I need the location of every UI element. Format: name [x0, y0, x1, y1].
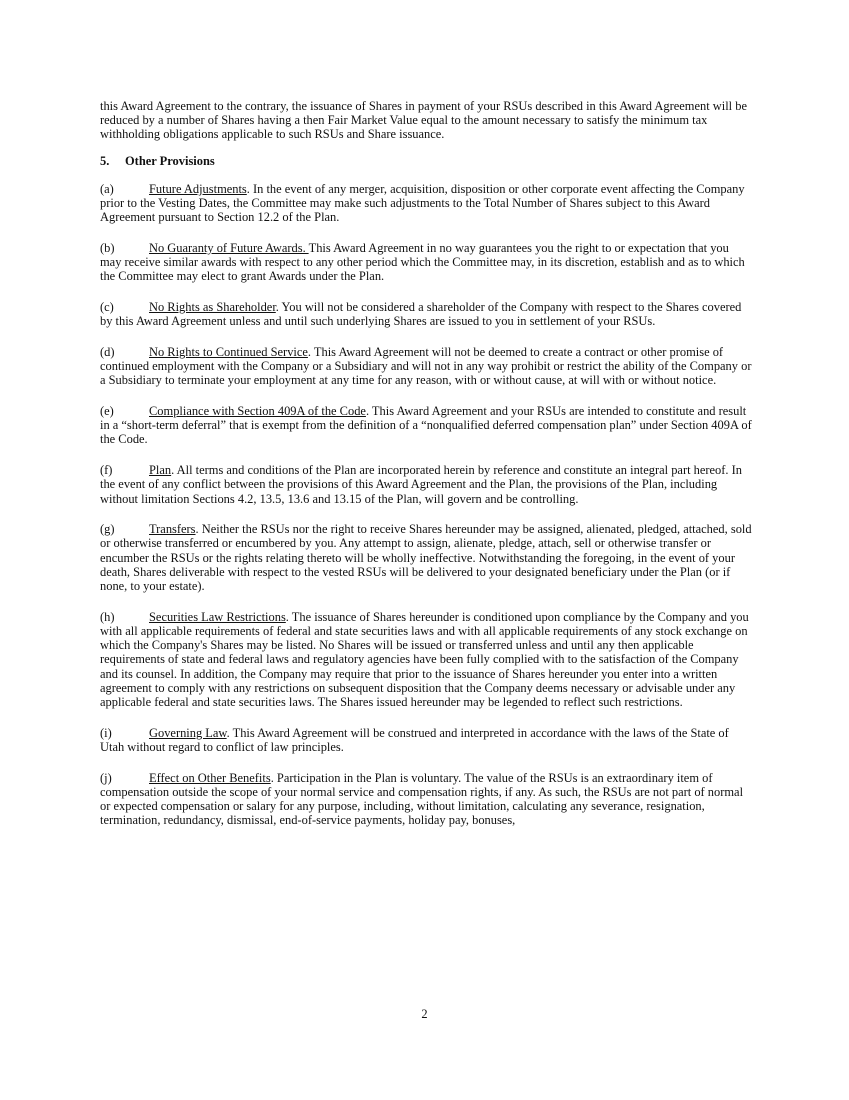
section-number: 5.: [100, 153, 110, 168]
document-page: [100, 99, 752, 844]
provision-title: Effect on Other Benefits: [149, 770, 271, 785]
provision-d: [100, 345, 752, 388]
provision-label: (h): [100, 609, 115, 624]
provision-title: Securities Law Restrictions: [149, 609, 286, 624]
provision-title: Transfers: [149, 522, 196, 537]
provision-label: (g): [100, 522, 115, 537]
provision-text: . Participation in the Plan is voluntary. The value of the RSUs is an extraordinary item of compensation outside the scope of your normal service and compensation rights, if any. As such, the RSUs are not part of normal or expected compensation or salary for any purpose, including, without limitation, calculating any severance, resignation, termination, redundancy, dismissal, end-of-service payments, holiday pay, bonuses,: [100, 770, 744, 828]
provision-title: No Rights as Shareholder: [149, 300, 276, 315]
provision-title: Compliance with Section 409A of the Code: [149, 404, 366, 419]
provision-i: [100, 726, 752, 754]
provision-label: (c): [100, 300, 114, 315]
provision-title: Future Adjustments: [149, 181, 247, 196]
provision-title: No Rights to Continued Service: [149, 344, 308, 359]
provision-text: . You will not be considered a shareholder of the Company with respect to the Shares covered by this Award Agreement unless and until such underlying Shares are issued to you in settlement of your RSUs.: [100, 300, 742, 329]
provision-text: . This Award Agreement and your RSUs are intended to constitute and result in a “short-term deferral” that is exempt from the definition of a “nonqualified deferred compensation plan” under Section 409A of the Code.: [100, 404, 752, 447]
provision-title: No Guaranty of Future Awards.: [149, 240, 309, 255]
provision-e: [100, 404, 752, 447]
provision-b: [100, 241, 752, 284]
provision-text: . Neither the RSUs nor the right to receive Shares hereunder may be assigned, alienated, pledged, attached, sold or otherwise transferred or encumbered by you. Any attempt to assign, alienate, pledge, attach, sell or otherwise transfer or encumber the RSUs or the rights relating thereto will be wholly ineffective. Notwithstanding the foregoing, in the event of your death, Shares deliverable with respect to the vested RSUs will be delivered to your designated beneficiary under the Plan (or if none, to your estate).: [100, 522, 752, 594]
provision-text: . All terms and conditions of the Plan are incorporated herein by reference and constitute an integral part hereof. In the event of any conflict between the provisions of this Award Agreement and the Plan, the provisions of the Plan, including without limitation Sections 4.2, 13.5, 13.6 and 13.15 of the Plan, will govern and be controlling.: [100, 463, 742, 506]
provision-text: . The issuance of Shares hereunder is conditioned upon compliance by the Company and you with all applicable requirements of federal and state securities laws and with all applicable requirements of any stock exchange on which the Company's Shares may be listed. No Shares will be issued or transferred unless and until any then applicable requirements of state and federal laws and regulatory agencies have been fully complied with to the satisfaction of the Company and its counsel. In addition, the Company may require that prior to the issuance of Shares hereunder you enter into a written agreement to comply with any restrictions on subsequent disposition that the Company deems necessary or advisable under any applicable federal and state securities laws. The Shares issued hereunder may be legended to reflect such restrictions.: [100, 609, 749, 709]
provision-title: Plan: [149, 463, 172, 478]
provision-c: [100, 300, 752, 328]
provision-text: . In the event of any merger, acquisition, disposition or other corporate event affecting the Company prior to the Vesting Dates, the Committee may make such adjustments to the Total Number of Shares subject to this Award Agreement pursuant to Section 12.2 of the Plan.: [100, 181, 745, 225]
provision-title: Governing Law: [149, 725, 227, 740]
provision-f: [100, 463, 752, 506]
intro-paragraph: this Award Agreement to the contrary, the issuance of Shares in payment of your RSUs described in this Award Agreement will be reduced by a number of Shares having a then Fair Market Value equal to the amount necessary to satisfy the minimum tax withholding obligations applicable to such RSUs and Share issuance.: [100, 99, 747, 142]
provision-h: [100, 610, 752, 709]
section-title: Other Provisions: [125, 153, 215, 168]
provision-label: (d): [100, 344, 115, 359]
provision-a: [100, 182, 752, 225]
provision-g: [100, 522, 752, 593]
provision-text: . This Award Agreement will not be deemed to create a contract or other promise of continued employment with the Company or a Subsidiary and will not in any way prohibit or restrict the ability of the Company or a Subsidiary to terminate your employment at any time for any reason, with or without cause, at will with or without notice.: [100, 344, 752, 388]
provision-label: (j): [100, 770, 112, 785]
provision-j: [100, 771, 752, 828]
provision-label: (b): [100, 240, 115, 255]
page-number: 2: [421, 1007, 428, 1021]
provision-label: (f): [100, 463, 113, 478]
provision-text: This Award Agreement in no way guarantees you the right to or expectation that you may receive similar awards with respect to any other period which the Committee may, in its discretion, establish and as to which the Committee may elect to grant Awards under the Plan.: [100, 240, 745, 284]
provision-label: (i): [100, 725, 112, 740]
section-heading: [100, 154, 752, 168]
provision-label: (a): [100, 181, 114, 196]
provision-text: . This Award Agreement will be construed and interpreted in accordance with the laws of the State of Utah without regard to conflict of law principles.: [100, 725, 729, 754]
provision-label: (e): [100, 404, 114, 419]
